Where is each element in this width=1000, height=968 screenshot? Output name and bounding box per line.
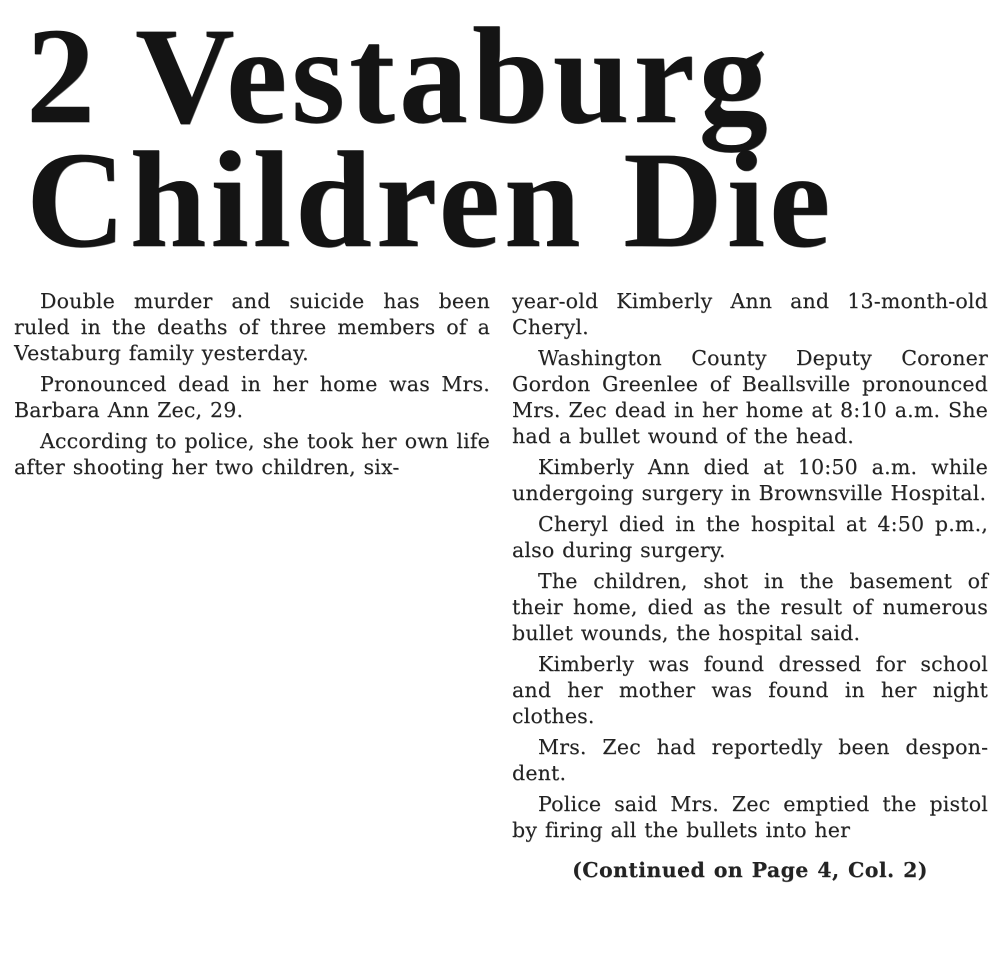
column-left [14, 288, 490, 485]
paragraph-continuation: year-old Kimberly Ann and 13-month-old Cheryl. [512, 289, 988, 340]
headline-line-1: 2 Vestaburg [26, 0, 772, 152]
paragraph: Kimberly Ann died at 10:50 a.m. while undergoing surgery in Brownsville Hospital. [512, 455, 988, 506]
paragraph: Cheryl died in the hospital at 4:50 p.m., also during surgery. [512, 512, 988, 563]
article-body [14, 288, 988, 888]
paragraph-lede: Double murder and suicide has been ruled in the deaths of three members of a Vestaburg family yesterday. [14, 289, 490, 366]
paragraph: According to police, she took her own life after shooting her two children, six- [14, 429, 490, 480]
article-headline [26, 0, 988, 277]
paragraph: The children, shot in the basement of their home, died as the result of numerous bullet wounds, the hospital said. [512, 569, 988, 646]
paragraph: Pronounced dead in her home was Mrs. Barbara Ann Zec, 29. [14, 372, 490, 423]
headline-line-2: Children Die [26, 123, 835, 277]
paragraph: Mrs. Zec had reportedly been despondent. [512, 735, 988, 786]
continued-notice: (Continued on Page 4, Col. 2) [572, 858, 928, 883]
column-right [512, 288, 988, 888]
paragraph: Kimberly was found dressed for school and her mother was found in her night clothes. [512, 652, 988, 729]
paragraph: Police said Mrs. Zec emptied the pistol by firing all the bullets into her [512, 792, 988, 843]
paragraph: Washington County Deputy Coroner Gordon Greenlee of Beallsville pronounced Mrs. Zec dead in her home at 8:10 a.m. She had a bullet wound of the head. [512, 346, 988, 449]
